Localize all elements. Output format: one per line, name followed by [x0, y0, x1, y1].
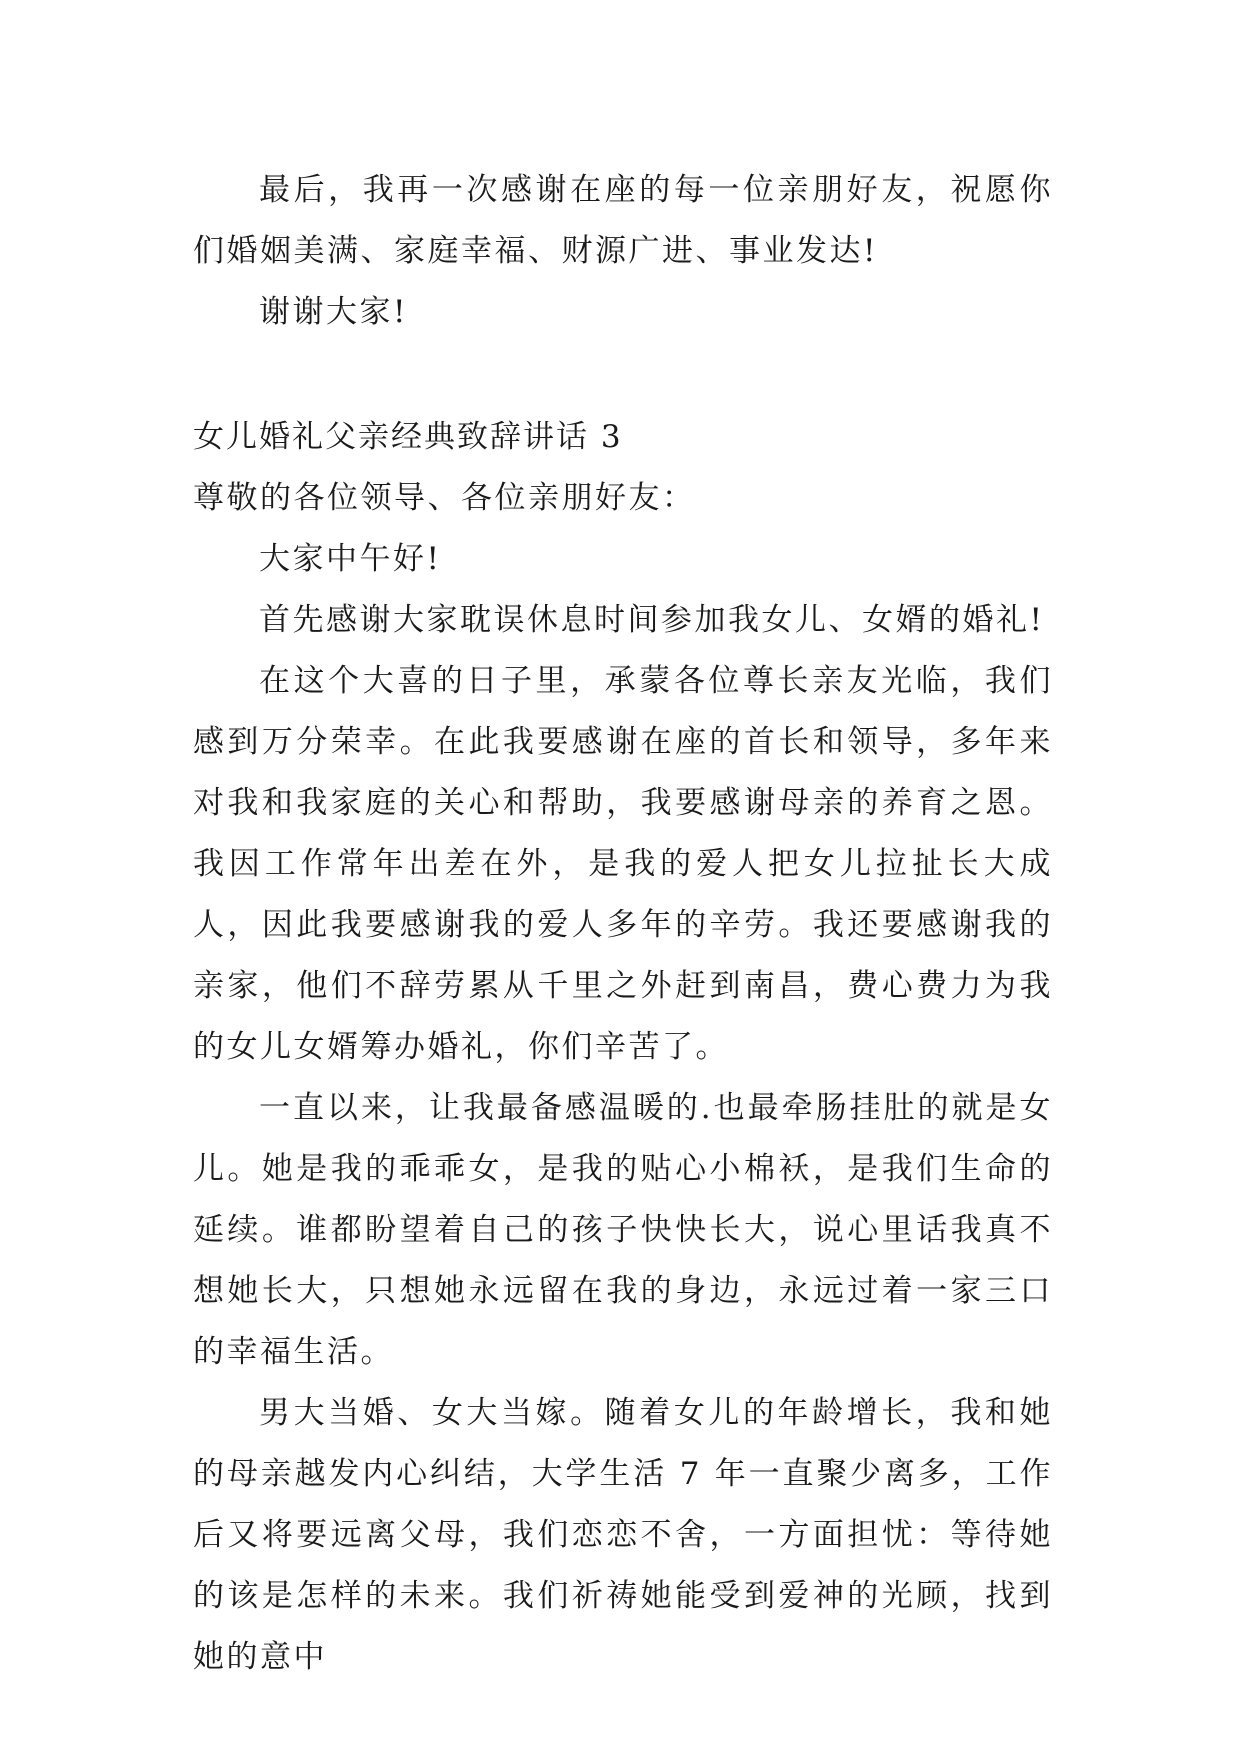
document-body	[193, 160, 1053, 1688]
body-paragraph: 在这个大喜的日子里，承蒙各位尊长亲友光临，我们感到万分荣幸。在此我要感谢在座的首长和领导，多年来对我和我家庭的关心和帮助，我要感谢母亲的养育之恩。我因工作常年出差在外，是我的爱人把女儿拉扯长大成人，因此我要感谢我的爱人多年的辛劳。我还要感谢我的亲家，他们不辞劳累从千里之外赶到南昌，费心费力为我的女儿女婿筹办婚礼，你们辛苦了。	[193, 663, 1053, 1065]
thanks-paragraph: 谢谢大家!	[259, 294, 408, 330]
section-gap	[193, 343, 1053, 407]
body-paragraph: 首先感谢大家耽误休息时间参加我女儿、女婿的婚礼!	[259, 602, 1045, 638]
greeting-paragraph: 大家中午好!	[259, 541, 442, 577]
section-title: 女儿婚礼父亲经典致辞讲话 3	[193, 419, 623, 455]
closing-paragraph: 最后，我再一次感谢在座的每一位亲朋好友，祝愿你们婚姻美满、家庭幸福、财源广进、事业发达!	[193, 172, 1053, 269]
body-paragraph: 男大当婚、女大当嫁。随着女儿的年龄增长，我和她的母亲越发内心纠结，大学生活 7 年一直聚少离多，工作后又将要远离父母，我们恋恋不舍，一方面担忧：等待她的该是怎样的未来。我们祈祷她能受到爱神的光顾，找到她的意中	[193, 1395, 1053, 1675]
body-paragraph: 一直以来，让我最备感温暖的.也最牵肠挂肚的就是女儿。她是我的乖乖女，是我的贴心小棉袄，是我们生命的延续。谁都盼望着自己的孩子快快长大，说心里话我真不想她长大，只想她永远留在我的身边，永远过着一家三口的幸福生活。	[193, 1090, 1053, 1370]
salutation: 尊敬的各位领导、各位亲朋好友：	[193, 480, 696, 516]
